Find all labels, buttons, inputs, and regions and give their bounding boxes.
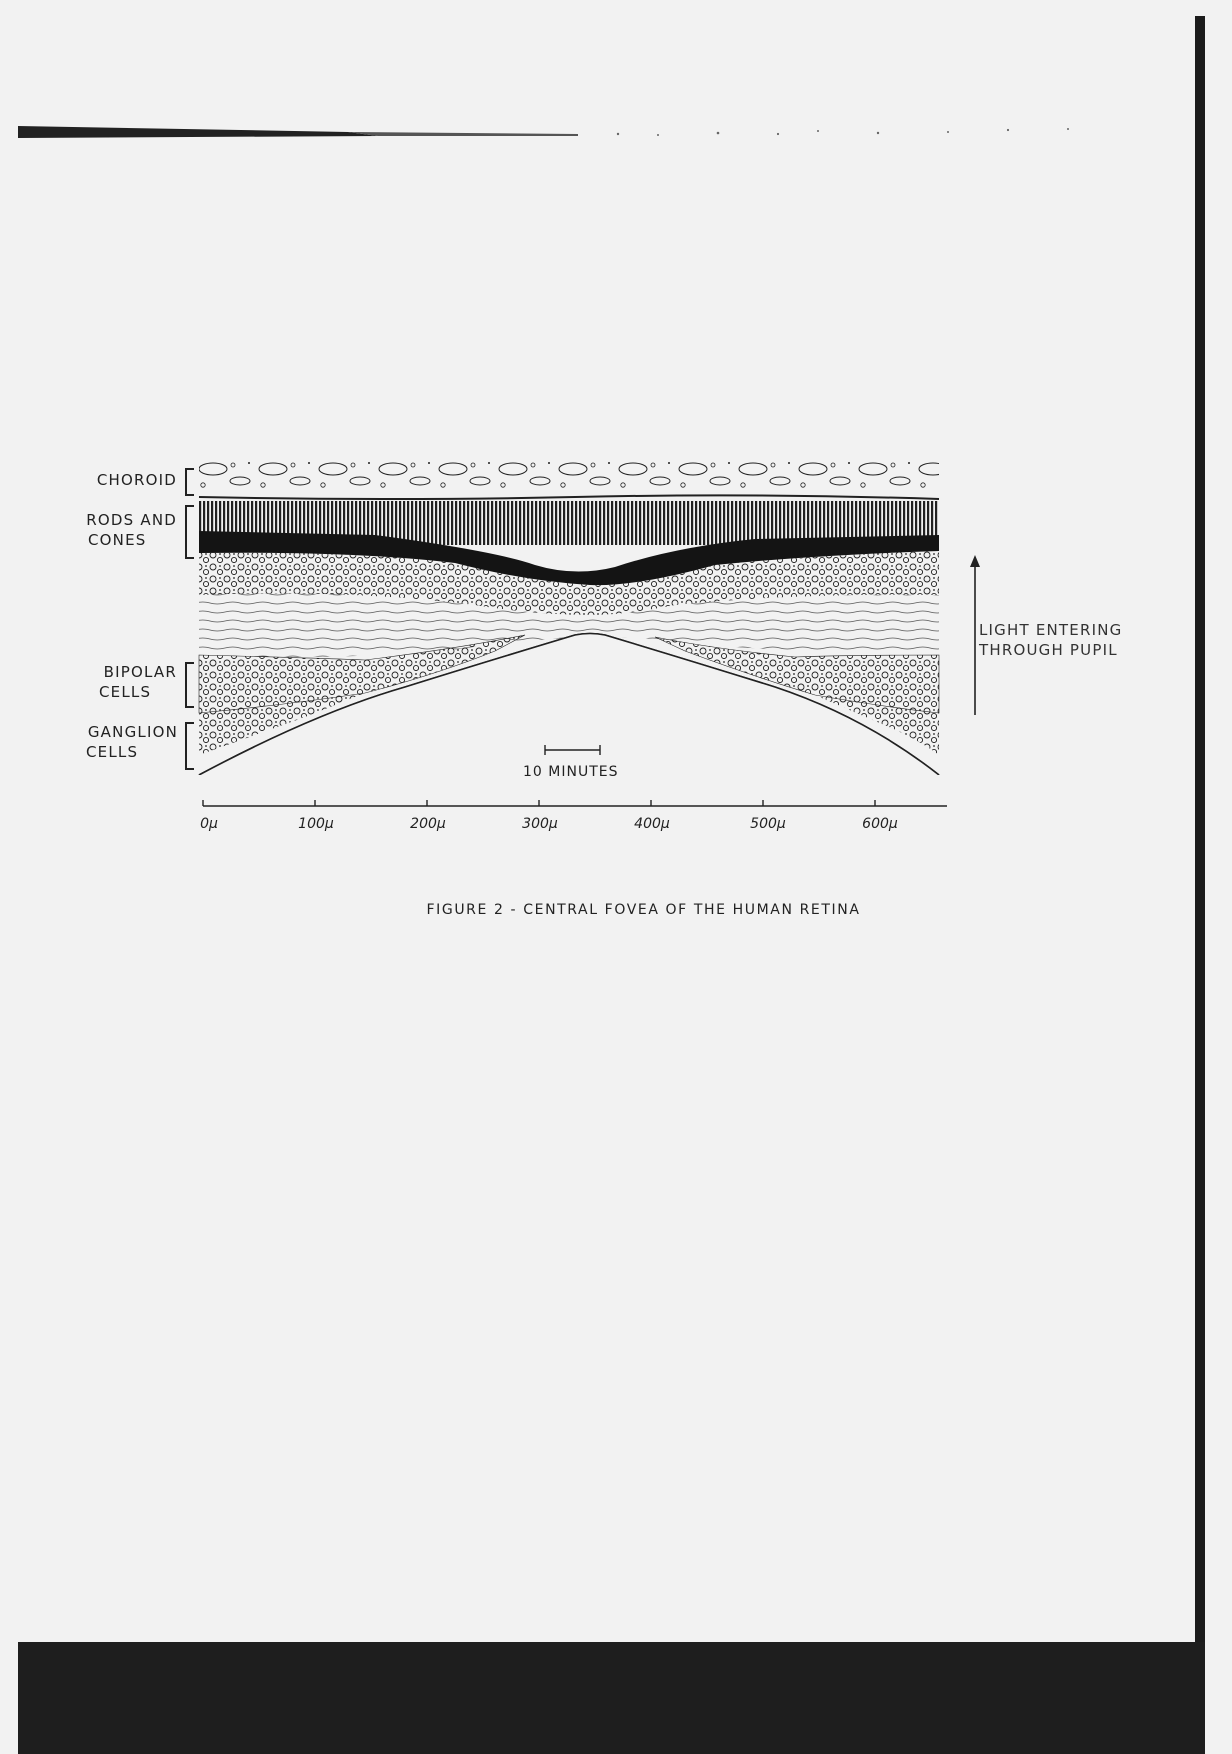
axis-tick-500: 500μ [750, 816, 786, 832]
scan-edge-right [1195, 16, 1205, 1716]
scale-bar-label: 10 MINUTES [523, 764, 619, 780]
ganglion-cells-label-line-1: GANGLION [87, 723, 178, 741]
bipolar-cells-label-line-2: CELLS [99, 683, 152, 701]
choroid-bracket [185, 468, 194, 496]
axis-tick-600: 600μ [862, 816, 898, 832]
axis-tick-0: 0μ [200, 816, 218, 832]
ganglion-cells-label [78, 722, 178, 762]
light-entering-label-line-2: THROUGH PUPIL [979, 641, 1118, 659]
scan-edge-bottom [18, 1642, 1205, 1754]
light-entering-label-line-1: LIGHT ENTERING [979, 621, 1123, 639]
retina-cross-section [195, 455, 955, 775]
light-entering-label [979, 620, 1122, 660]
scan-streak-top [18, 122, 1118, 152]
bipolar-cells-label [85, 662, 177, 702]
ganglion-cells-label-line-2: CELLS [86, 743, 139, 761]
axis-tick-300: 300μ [522, 816, 558, 832]
choroid-layer [199, 461, 939, 501]
rods-and-cones-bracket [185, 505, 194, 559]
choroid-label: CHOROID [96, 471, 177, 489]
axis-tick-200: 200μ [410, 816, 446, 832]
bipolar-cells-label-line-1: BIPOLAR [103, 663, 177, 681]
rods-and-cones-label [80, 510, 177, 550]
figure-caption: FIGURE 2 - CENTRAL FOVEA OF THE HUMAN RETINA [426, 902, 861, 918]
rods-and-cones-label-line-1: RODS AND [86, 511, 177, 529]
rods-and-cones-label-line-2: CONES [88, 531, 147, 549]
bipolar-cells-bracket [185, 662, 194, 708]
axis-tick-400: 400μ [634, 816, 670, 832]
ganglion-cells-bracket [185, 722, 194, 770]
axis-tick-100: 100μ [298, 816, 334, 832]
micron-axis [195, 798, 950, 812]
